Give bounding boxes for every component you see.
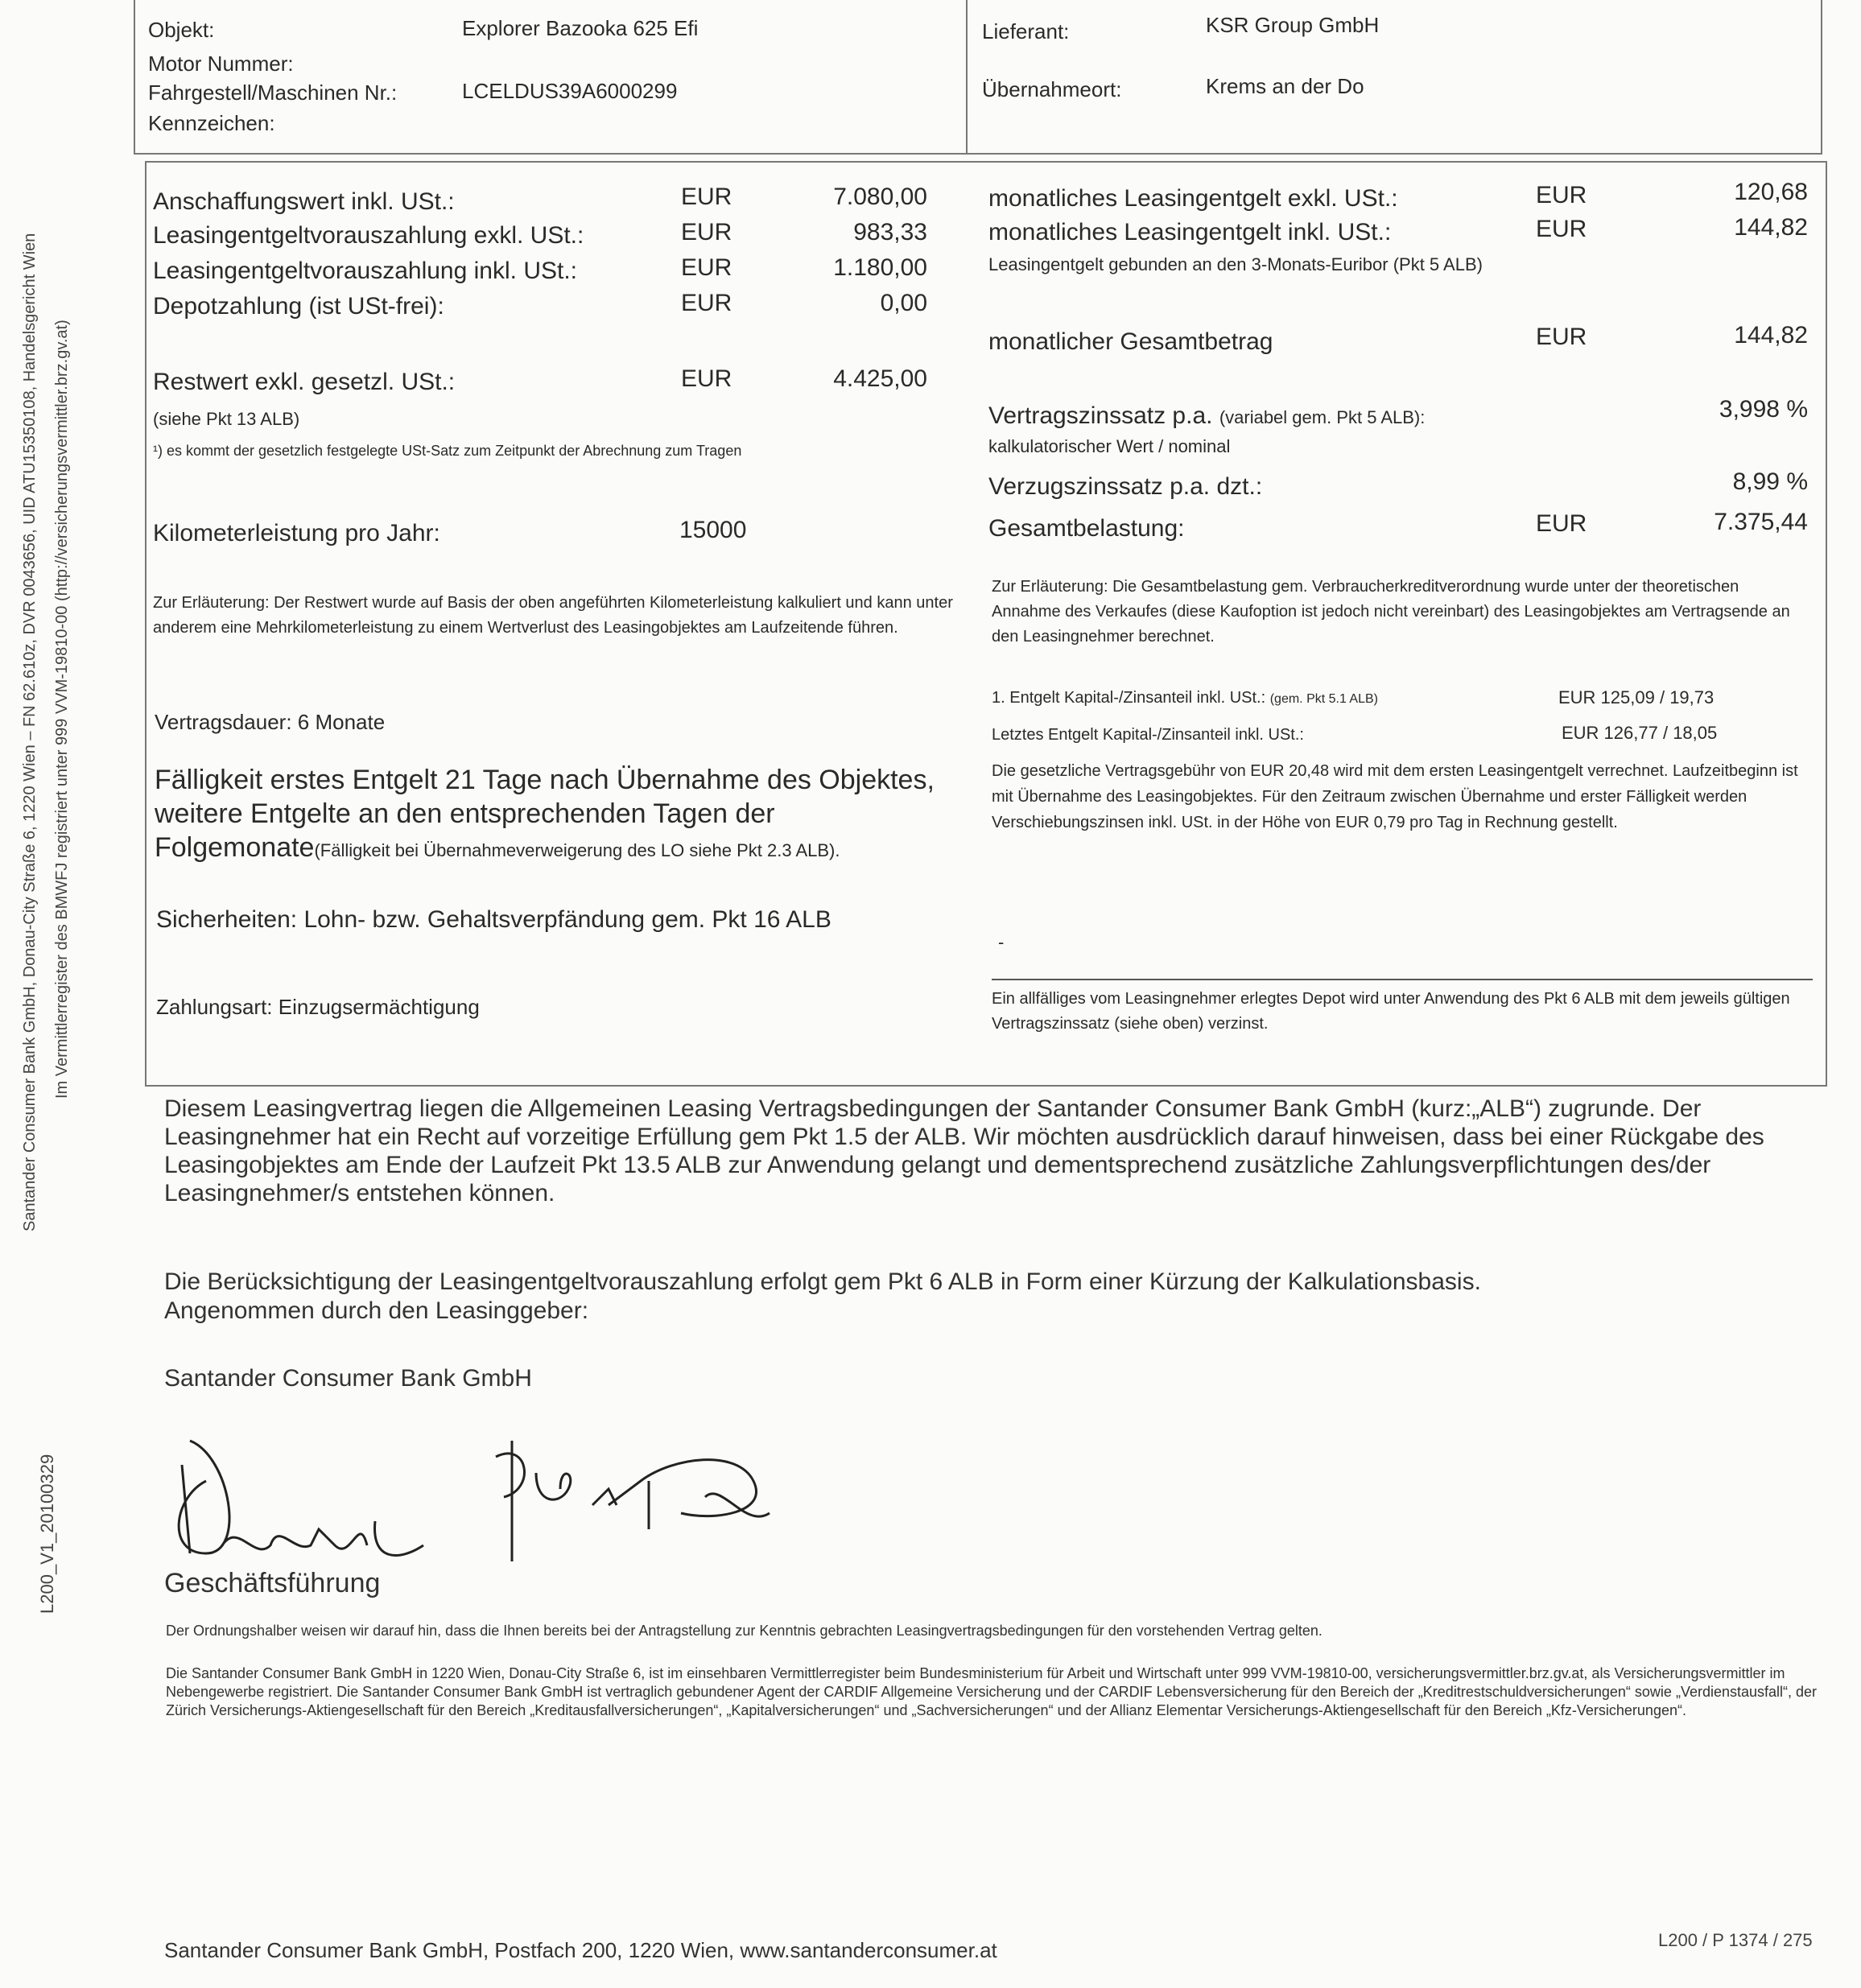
company-name: Santander Consumer Bank GmbH [164, 1365, 532, 1392]
motor-label: Motor Nummer: [148, 52, 294, 76]
fahrgestell-value: LCELDUS39A6000299 [462, 79, 678, 103]
depot-divider [992, 979, 1813, 980]
vertragszinssatz-value: 3,998 % [1719, 396, 1808, 423]
vorauszahlung-exkl-value: 983,33 [853, 219, 927, 245]
letztes-entgelt-label: Letztes Entgelt Kapital-/Zinsanteil inkl. USt.: [992, 726, 1304, 744]
lieferant-label: Lieferant: [982, 19, 1070, 43]
monatlich-inkl-label: monatliches Leasingentgelt inkl. USt.: [988, 219, 1392, 245]
side-form-code: L200_V1_20100329 [37, 1454, 57, 1614]
signatures [158, 1425, 786, 1578]
register-note: Die Santander Consumer Bank GmbH in 1220 Wien, Donau-City Straße 6, ist im einsehbaren Vermittlerregister beim Bundesministerium für Arbeit und Wirtschaft unter 999 VVM-19810-00, versicherungsvermittler.brz.gv.at, als Versicherungsvermittler im Nebengewerbe registriert. Die Santander Consumer Bank GmbH ist vertraglich gebundener Agent der CARDIF Allgemeine Versicherung und der CARDIF Lebensversicherung für den Bereich der „Kreditrestschuldversicherungen“ sowie „Verdienstausfall“, der Zürich Versicherungs-Aktiengesellschaft für den Bereich „Kreditausfallversicherungen“, „Kapitalversicherungen“ und „Sachversicherungen“ und der Allianz Elementar Versicherungs-Aktiengesellschaft für den Bereich „Kfz-Versicherungen“. [166, 1665, 1818, 1718]
gesamtbelastung-currency: EUR [1536, 510, 1587, 537]
faelligkeit-small: (Fälligkeit bei Übernahmeverweigerung des LO siehe Pkt 2.3 ALB). [314, 840, 840, 860]
verzugszinssatz-value: 8,99 % [1732, 468, 1808, 495]
monatlich-exkl-label: monatliches Leasingentgelt exkl. USt.: [988, 185, 1398, 212]
kilometer-label: Kilometerleistung pro Jahr: [153, 520, 440, 546]
depotzahlung-currency: EUR [681, 290, 732, 316]
kilometer-value: 15000 [679, 517, 747, 543]
lieferant-value: KSR Group GmbH [1206, 13, 1380, 37]
vorauszahlung-inkl-label: Leasingentgeltvorauszahlung inkl. USt.: [153, 258, 577, 284]
vorauszahlung-inkl-currency: EUR [681, 254, 732, 281]
uebernahmeort-value: Krems an der Do [1206, 74, 1364, 98]
kalkulationsbasis-paragraph: Die Berücksichtigung der Leasingentgeltvorauszahlung erfolgt gem Pkt 6 ALB in Form einer Kürzung der Kalkulationsbasis. [164, 1268, 1481, 1295]
erstes-entgelt-small: (gem. Pkt 5.1 ALB) [1269, 692, 1378, 706]
depotzahlung-value: 0,00 [880, 290, 927, 316]
verzugszinssatz-label: Verzugszinssatz p.a. dzt.: [988, 473, 1263, 500]
sicherheiten: Sicherheiten: Lohn- bzw. Gehaltsverpfändung gem. Pkt 16 ALB [156, 906, 831, 933]
kennzeichen-label: Kennzeichen: [148, 111, 275, 135]
vertragszinssatz-main: Vertragszinssatz p.a. [988, 402, 1213, 429]
side-company-info: Santander Consumer Bank GmbH, Donau-City Straße 6, 1220 Wien – FN 62.610z, DVR 0043656, UID ATU15350108, Handelsgericht Wien [21, 233, 39, 1231]
uebernahmeort-label: Übernahmeort: [982, 77, 1122, 101]
ust-footnote: ¹) es kommt der gesetzlich festgelegte USt-Satz zum Zeitpunkt der Abrechnung zum Tragen [153, 443, 742, 459]
erstes-entgelt-main: 1. Entgelt Kapital-/Zinsanteil inkl. USt.: [992, 689, 1266, 707]
monatlich-exkl-currency: EUR [1536, 182, 1587, 208]
footer-address: Santander Consumer Bank GmbH, Postfach 200, 1220 Wien, www.santanderconsumer.at [164, 1938, 997, 1962]
gesamtbetrag-value: 144,82 [1734, 322, 1808, 349]
vertragszinssatz-small: (variabel gem. Pkt 5 ALB): [1219, 407, 1426, 427]
vorauszahlung-exkl-currency: EUR [681, 219, 732, 245]
vertragszinssatz-label [988, 402, 1425, 430]
geschaeftsfuehrung: Geschäftsführung [164, 1568, 381, 1598]
restwert-label: Restwert exkl. gesetzl. USt.: [153, 369, 456, 395]
alb-paragraph: Diesem Leasingvertrag liegen die Allgemeinen Leasing Vertragsbedingungen der Santander Consumer Bank GmbH (kurz:„ALB“) zugrunde. Der Leasingnehmer hat ein Recht auf vorzeitige Erfüllung gem Pkt 1.5 der ALB. Wir möchten ausdrücklich darauf hinweisen, dass bei einer Rückgabe des Leasingobjektes am Ende der Laufzeit Pkt 13.5 ALB zur Anwendung gelangt und dementsprechend zusätzliche Zahlungsverpflichtungen des/der Leasingnehmer/s entstehen können. [164, 1095, 1764, 1206]
anschaffungswert-value: 7.080,00 [833, 184, 927, 210]
anschaffungswert-label: Anschaffungswert inkl. USt.: [153, 188, 455, 215]
letztes-entgelt-value: EUR 126,77 / 18,05 [1562, 723, 1718, 743]
anschaffungswert-currency: EUR [681, 184, 732, 210]
objekt-value: Explorer Bazooka 625 Efi [462, 16, 699, 40]
gesamtbelastung-value: 7.375,44 [1714, 509, 1808, 535]
ordnung-note: Der Ordnungshalber weisen wir darauf hin, dass die Ihnen bereits bei der Antragstellung zur Kenntnis gebrachten Leasingvertragsbedingungen für den vorstehenden Vertrag gelten. [166, 1623, 1323, 1639]
erstes-entgelt-label [992, 689, 1378, 707]
dash-mark: - [998, 932, 1005, 952]
monatlich-exkl-value: 120,68 [1734, 179, 1808, 205]
restwert-value: 4.425,00 [833, 365, 927, 392]
vorauszahlung-inkl-value: 1.180,00 [833, 254, 927, 281]
restwert-erlaeuterung: Zur Erläuterung: Der Restwert wurde auf Basis der oben angeführten Kilometerleistung kalkuliert und kann unter anderem eine Mehrkilometerleistung zu einem Wertverlust des Leasingobjektes am Laufzeitende führen. [153, 594, 953, 637]
gesamtbetrag-currency: EUR [1536, 324, 1587, 350]
angenommen-text: Angenommen durch den Leasinggeber: [164, 1297, 589, 1324]
object-info-box [134, 0, 1822, 155]
side-register-info: Im Vermittlerregister des BMWFJ registriert unter 999 VVM-19810-00 (http://versicherungsvermittler.brz.gv.at) [53, 320, 71, 1099]
vertragsdauer: Vertragsdauer: 6 Monate [155, 710, 386, 734]
faelligkeit-text [155, 763, 968, 868]
kalkulatorisch-note: kalkulatorischer Wert / nominal [988, 436, 1231, 456]
objekt-label: Objekt: [148, 18, 215, 42]
gesamtbelastung-label: Gesamtbelastung: [988, 515, 1185, 542]
monatlich-inkl-currency: EUR [1536, 216, 1587, 242]
footer-reference: L200 / P 1374 / 275 [1658, 1930, 1813, 1950]
siehe-pkt-note: (siehe Pkt 13 ALB) [153, 409, 300, 429]
restwert-currency: EUR [681, 365, 732, 392]
vorauszahlung-exkl-label: Leasingentgeltvorauszahlung exkl. USt.: [153, 222, 584, 249]
depot-note: Ein allfälliges vom Leasingnehmer erlegtes Depot wird unter Anwendung des Pkt 6 ALB mit dem jeweils gültigen Vertragszinssatz (siehe oben) verzinst. [992, 990, 1790, 1033]
erstes-entgelt-value: EUR 125,09 / 19,73 [1558, 687, 1715, 707]
euribor-note: Leasingentgelt gebunden an den 3-Monats-Euribor (Pkt 5 ALB) [988, 254, 1483, 274]
object-info-divider [966, 0, 968, 155]
zahlungsart: Zahlungsart: Einzugsermächtigung [156, 995, 480, 1019]
gesamtbelastung-erlaeuterung: Zur Erläuterung: Die Gesamtbelastung gem. Verbraucherkreditverordnung wurde unter der theoretischen Annahme des Verkaufes (diese Kaufoption ist jedoch nicht vereinbart) des Leasingobjektes am Vertragsende an den Leasingnehmer berechnet. [992, 578, 1790, 645]
gesamtbetrag-label: monatlicher Gesamtbetrag [988, 328, 1273, 355]
monatlich-inkl-value: 144,82 [1734, 214, 1808, 241]
fahrgestell-label: Fahrgestell/Maschinen Nr.: [148, 80, 398, 105]
faelligkeit-main: Fälligkeit erstes Entgelt 21 Tage nach Übernahme des Objektes, weitere Entgelte an den entsprechenden Tagen der Folgemonate [155, 765, 935, 863]
vertragsgebuehr-text: Die gesetzliche Vertragsgebühr von EUR 20,48 wird mit dem ersten Leasingentgelt verrechnet. Laufzeitbeginn ist mit Übernahme des Leasingobjektes. Für den Zeitraum zwischen Übernahme und erster Fälligkeit werden Verschiebungszinsen inkl. USt. in der Höhe von EUR 0,79 pro Tag in Rechnung gestellt. [992, 762, 1798, 831]
depotzahlung-label: Depotzahlung (ist USt-frei): [153, 293, 444, 320]
